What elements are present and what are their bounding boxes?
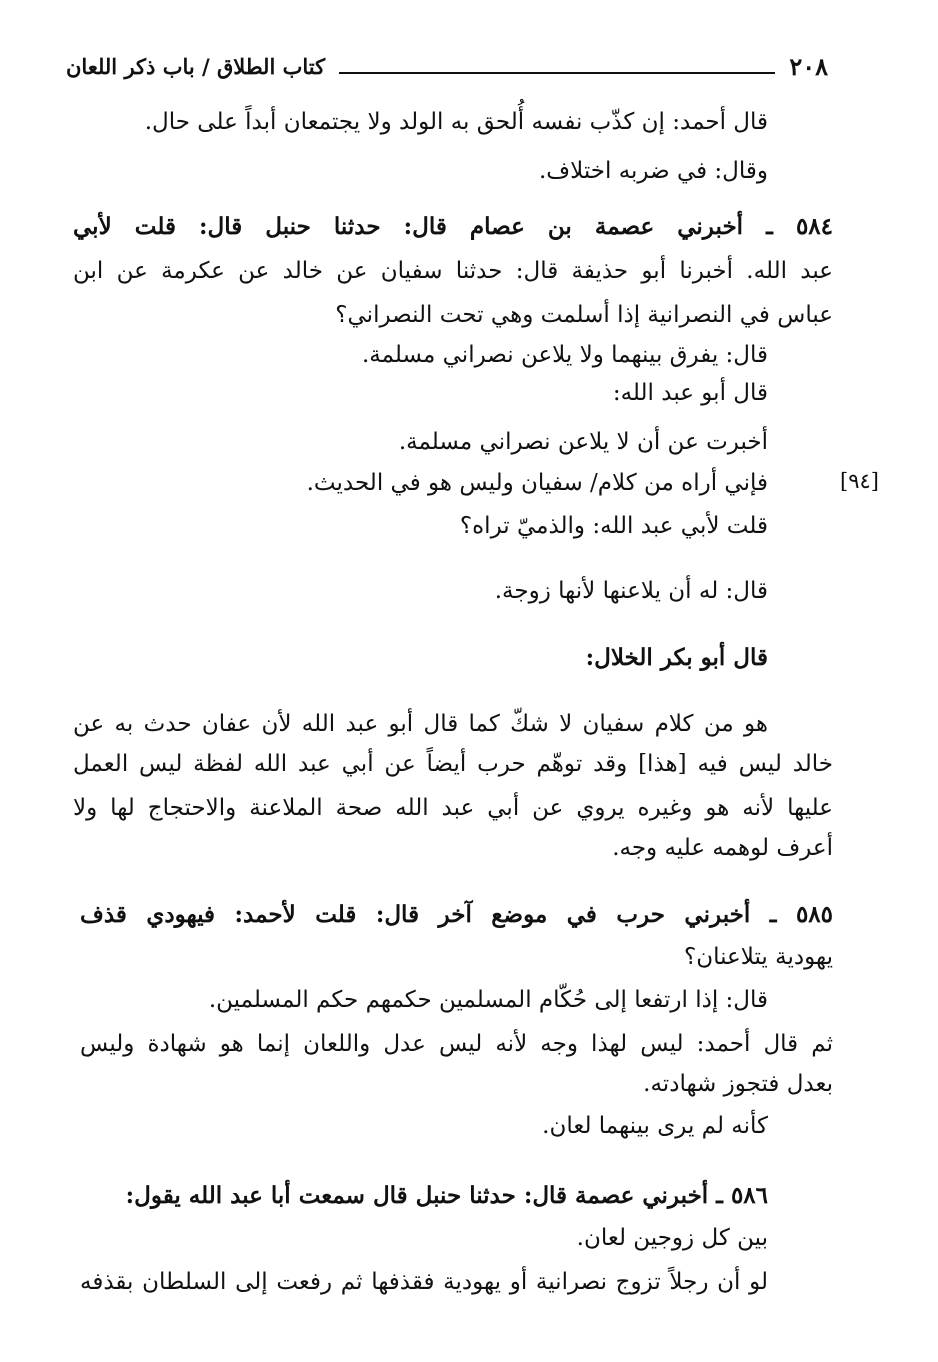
hadith-586-line: ٥٨٦ ـ أخبرني عصمة قال: حدثنا حنبل قال سمعت أبا عبد الله يقول:: [125, 1182, 768, 1209]
text-line: قال: يفرق بينهما ولا يلاعن نصراني مسلمة.: [361, 342, 768, 368]
text-line: خالد ليس فيه [هذا] وقد توهّم حرب أيضاً عن أبي عبد الله لفظة ليس العمل: [73, 751, 833, 777]
text-line: قال: له أن يلاعنها لأنها زوجة.: [494, 578, 768, 604]
text-line: بين كل زوجين لعان.: [576, 1225, 768, 1251]
page-number: ٢٠٨: [789, 51, 828, 81]
text-line: كأنه لم يرى بينهما لعان.: [542, 1113, 768, 1139]
hadith-584-line: ٥٨٤ ـ أخبرني عصمة بن عصام قال: حدثنا حنبل قال: قلت لأبي: [73, 213, 833, 240]
text-line: بعدل فتجوز شهادته.: [643, 1071, 833, 1097]
text-line: عليها لأنه هو وغيره يروي عن أبي عبد الله صحة الملاعنة والاحتجاج لها ولا: [73, 795, 833, 821]
running-title: كتاب الطلاق / باب ذكر اللعان: [66, 53, 326, 79]
section-heading: قال أبو بكر الخلال:: [585, 644, 768, 671]
text-line: عباس في النصرانية إذا أسلمت وهي تحت النصراني؟: [335, 302, 833, 328]
text-line: وقال: في ضربه اختلاف.: [538, 158, 768, 184]
header-rule: [339, 72, 775, 74]
text-line: ثم قال أحمد: ليس لهذا وجه لأنه ليس عدل واللعان إنما هو شهادة وليس: [80, 1031, 833, 1057]
text-line: أعرف لوهمه عليه وجه.: [612, 835, 833, 861]
text-line: قلت لأبي عبد الله: والذميّ تراه؟: [459, 513, 768, 539]
text-line: أخبرت عن أن لا يلاعن نصراني مسلمة.: [398, 429, 768, 455]
text-line: عبد الله. أخبرنا أبو حذيفة قال: حدثنا سفيان عن خالد عن عكرمة عن ابن: [73, 258, 833, 284]
text-line: قال أحمد: إن كذّب نفسه أُلحق به الولد ولا يجتمعان أبداً على حال.: [144, 109, 768, 135]
text-line: هو من كلام سفيان لا شكّ كما قال أبو عبد الله لأن عفان حدث به عن: [73, 711, 768, 737]
page-header: [66, 46, 828, 86]
text-line: يهودية يتلاعنان؟: [683, 944, 833, 970]
text-line: لو أن رجلاً تزوج نصرانية أو يهودية فقذفها ثم رفعت إلى السلطان بقذفه: [80, 1269, 768, 1295]
text-line: قال أبو عبد الله:: [612, 380, 768, 406]
hadith-585-line: ٥٨٥ ـ أخبرني حرب في موضع آخر قال: قلت لأحمد: فيهودي قذف: [80, 901, 833, 928]
margin-folio-note: [٩٤]: [840, 469, 879, 493]
text-line: فإني أراه من كلام/ سفيان وليس هو في الحديث.: [306, 470, 768, 496]
text-line: قال: إذا ارتفعا إلى حُكّام المسلمين حكمهم حكم المسلمين.: [208, 987, 768, 1013]
